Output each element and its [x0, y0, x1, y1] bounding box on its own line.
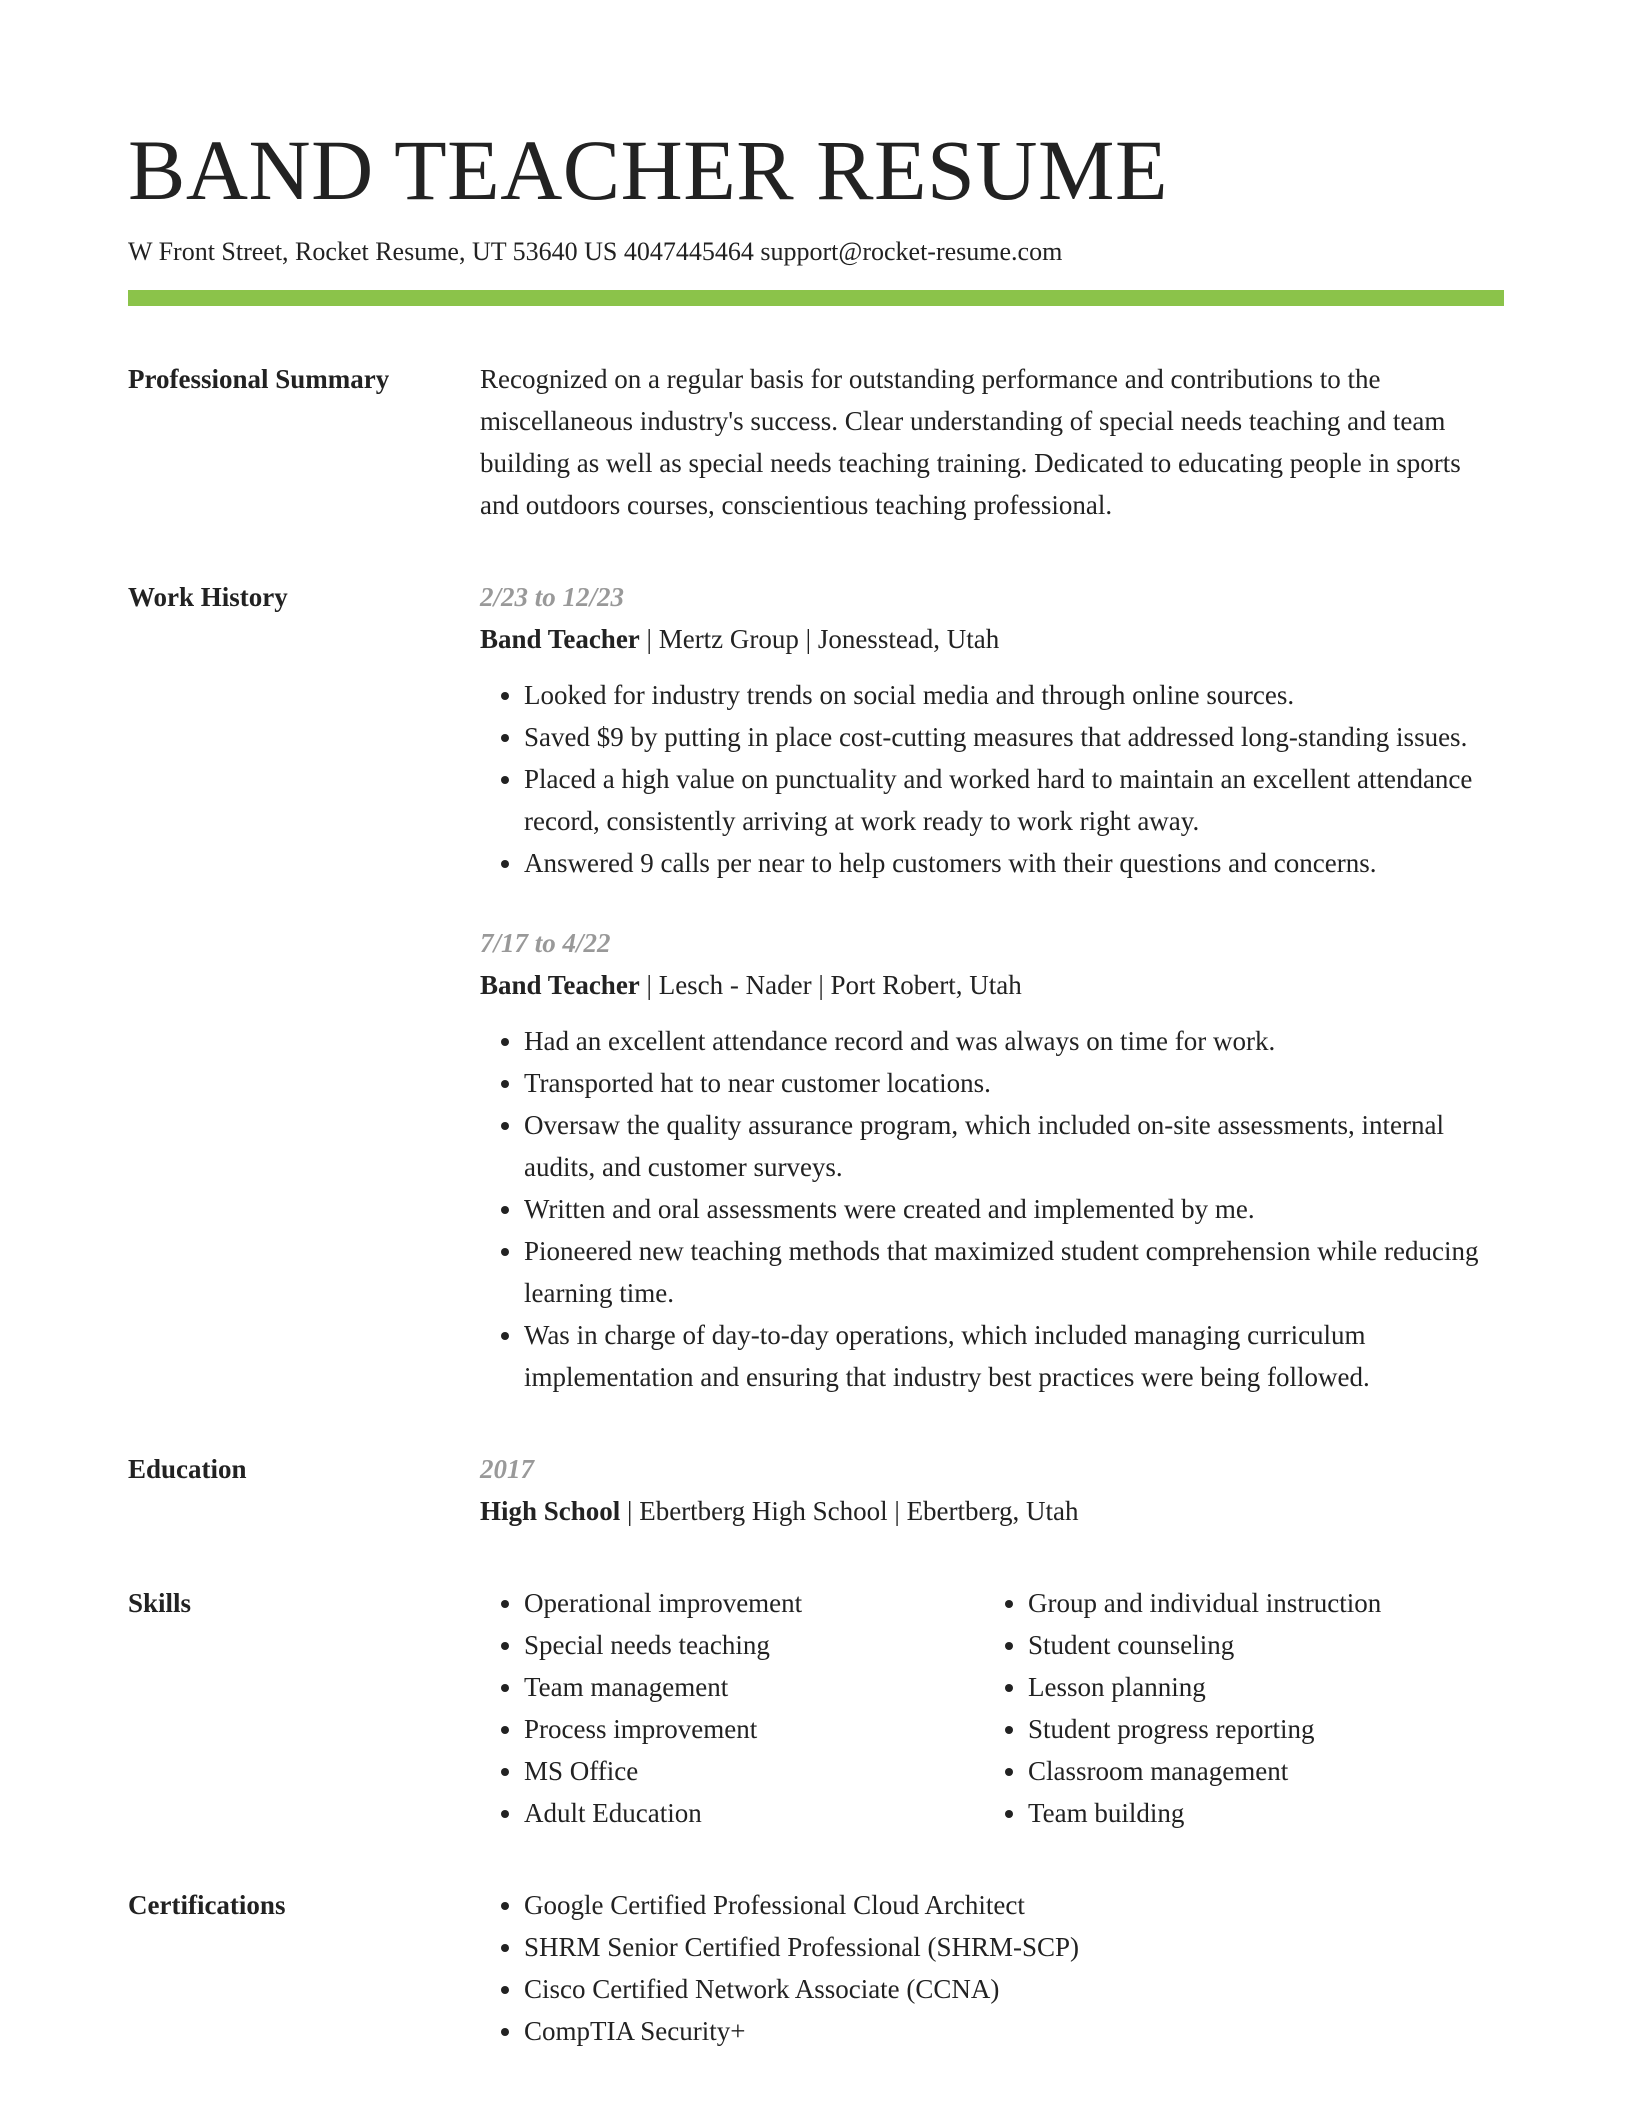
accent-divider — [128, 290, 1504, 306]
certifications-body — [480, 1884, 1504, 2052]
job-employer-location: | Mertz Group | Jonesstead, Utah — [639, 624, 1000, 654]
certification-item: • Google Certified Professional Cloud Architect — [524, 1884, 1504, 1926]
education-line — [480, 1490, 1504, 1532]
certifications-list — [480, 1884, 1504, 2052]
skill-item: • Classroom management — [1028, 1750, 1508, 1792]
job-bullet: • Saved $9 by putting in place cost-cutting measures that addressed long-standing issues. — [524, 716, 1504, 758]
work-history-section — [128, 576, 1504, 1398]
summary-body — [480, 358, 1504, 526]
job-dates: 7/17 to 4/22 — [480, 928, 611, 958]
certifications-section — [128, 1884, 1504, 2052]
skills-column-left — [480, 1582, 984, 1834]
skills-section — [128, 1582, 1504, 1834]
resume-page — [128, 118, 1504, 2052]
skill-item: • Special needs teaching — [524, 1624, 984, 1666]
skill-item: • Team building — [1028, 1792, 1508, 1834]
job-bullet: • Transported hat to near customer locations. — [524, 1062, 1504, 1104]
education-school-location: | Ebertberg High School | Ebertberg, Utah — [620, 1496, 1079, 1526]
summary-text: Recognized on a regular basis for outstanding performance and contributions to the miscellaneous industry's success. Clear understanding of special needs teaching and team building as well as special needs teaching training. Dedicated to educating people in sports and outdoors courses, conscientious teaching professional. — [480, 364, 1461, 520]
education-degree: High School — [480, 1496, 621, 1526]
job-entry — [480, 922, 1504, 1398]
job-bullet: • Answered 9 calls per near to help customers with their questions and concerns. — [524, 842, 1504, 884]
job-bullet: • Was in charge of day-to-day operations, which included managing curriculum implementation and ensuring that industry best practices were being followed. — [524, 1314, 1504, 1398]
section-label-certifications: Certifications — [128, 1890, 286, 1920]
job-role: Band Teacher — [480, 624, 640, 654]
skill-item: • Student counseling — [1028, 1624, 1508, 1666]
resume-title: BAND TEACHER RESUME — [128, 122, 1168, 218]
skill-item: • Lesson planning — [1028, 1666, 1508, 1708]
skill-item: • Process improvement — [524, 1708, 984, 1750]
skill-item: • Adult Education — [524, 1792, 984, 1834]
job-entry — [480, 576, 1504, 884]
work-history-body — [480, 576, 1504, 1398]
education-body — [480, 1448, 1504, 1532]
job-bullet: • Placed a high value on punctuality and worked hard to maintain an excellent attendance record, consistently arriving at work ready to work right away. — [524, 758, 1504, 842]
job-bullet: • Looked for industry trends on social media and through online sources. — [524, 674, 1504, 716]
job-bullet: • Pioneered new teaching methods that maximized student comprehension while reducing learning time. — [524, 1230, 1504, 1314]
certification-item: • Cisco Certified Network Associate (CCNA) — [524, 1968, 1504, 2010]
skills-column-right — [984, 1582, 1508, 1834]
skill-item: • MS Office — [524, 1750, 984, 1792]
contact-line: W Front Street, Rocket Resume, UT 53640 US 4047445464 support@rocket-resume.com — [128, 237, 1063, 266]
job-bullets — [480, 674, 1504, 884]
job-dates: 2/23 to 12/23 — [480, 582, 625, 612]
education-section — [128, 1448, 1504, 1532]
skills-body — [480, 1582, 1508, 1834]
skills-grid — [480, 1582, 1508, 1834]
section-label-work-history: Work History — [128, 582, 288, 612]
summary-section — [128, 358, 1504, 526]
job-title-line — [480, 964, 1504, 1006]
job-bullet: • Written and oral assessments were created and implemented by me. — [524, 1188, 1504, 1230]
skill-item: • Team management — [524, 1666, 984, 1708]
skill-item: • Student progress reporting — [1028, 1708, 1508, 1750]
section-label-skills: Skills — [128, 1588, 192, 1618]
skill-item: • Group and individual instruction — [1028, 1582, 1508, 1624]
job-bullet: • Oversaw the quality assurance program, which included on-site assessments, internal audits, and customer surveys. — [524, 1104, 1504, 1188]
skill-item: • Operational improvement — [524, 1582, 984, 1624]
job-employer-location: | Lesch - Nader | Port Robert, Utah — [639, 970, 1022, 1000]
education-year: 2017 — [480, 1454, 534, 1484]
job-bullets — [480, 1020, 1504, 1398]
job-bullet: • Had an excellent attendance record and was always on time for work. — [524, 1020, 1504, 1062]
certification-item: • CompTIA Security+ — [524, 2010, 1504, 2052]
job-title-line — [480, 618, 1504, 660]
certification-item: • SHRM Senior Certified Professional (SHRM-SCP) — [524, 1926, 1504, 1968]
section-label-summary: Professional Summary — [128, 364, 390, 394]
job-role: Band Teacher — [480, 970, 640, 1000]
section-label-education: Education — [128, 1454, 247, 1484]
